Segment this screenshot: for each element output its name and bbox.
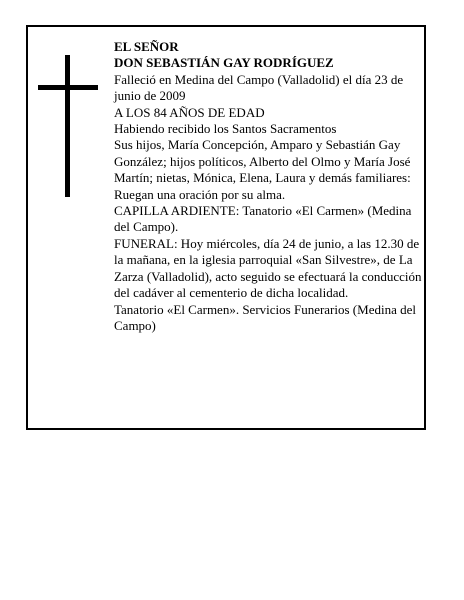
chapel-info: CAPILLA ARDIENTE: Tanatorio «El Carmen» (Medina del Campo).: [114, 203, 412, 235]
cross-vertical-bar: [65, 55, 70, 197]
deceased-name: DON SEBASTIÁN GAY RODRÍGUEZ: [114, 55, 334, 71]
cross-horizontal-bar: [38, 85, 98, 90]
prayer-request: Ruegan una oración por su alma.: [114, 186, 286, 202]
sacraments-line: Habiendo recibido los Santos Sacramentos: [114, 121, 337, 137]
funeral-home-info: Tanatorio «El Carmen». Servicios Funerarios (Medina del Campo): [114, 301, 416, 333]
age-line: A LOS 84 AÑOS DE EDAD: [114, 104, 265, 120]
family-paragraph: Sus hijos, María Concepción, Amparo y Sebastián Gay González; hijos políticos, Alberto del Olmo y María José Martín; nietas, Mónica, Elena, Laura y demás familiares:: [114, 137, 411, 186]
title-line: EL SEÑOR: [114, 39, 179, 54]
funeral-info: FUNERAL: Hoy miércoles, día 24 de junio, a las 12.30 de la mañana, en la iglesia parroquial «San Silvestre», de La Zarza (Valladolid), acto seguido se efectuará la conducción del cadáver al cementerio de dicha localidad.: [114, 235, 422, 301]
latin-cross-icon: [38, 55, 98, 197]
death-notice: Falleció en Medina del Campo (Valladolid) el día 23 de junio de 2009: [114, 71, 404, 104]
obituary-text: [114, 39, 430, 334]
